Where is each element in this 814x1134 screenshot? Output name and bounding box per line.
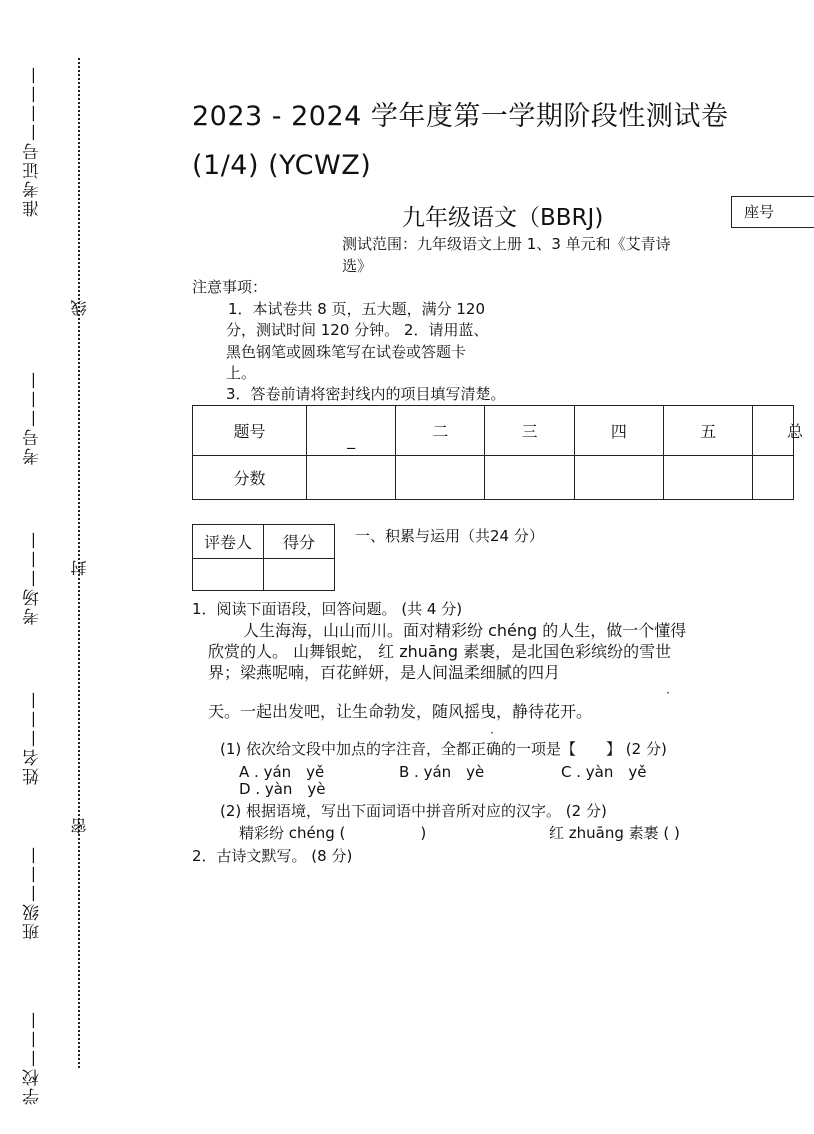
label-school: 学校——— (23, 1010, 43, 1105)
q1-fill-blank-2[interactable]: 红 zhuāng 素裹 ( ) (549, 824, 680, 842)
emphasis-dot: · (490, 726, 494, 740)
q1-option-d[interactable]: D . yàn yè (239, 780, 326, 798)
q1-paragraph-line: 人生海海，山山而川。面对精彩纷 chéng 的人生，做一个懂得 (243, 621, 687, 640)
score-table-col: 四 (574, 406, 663, 456)
label-exam-number-text: 考号 (23, 427, 43, 465)
score-table (192, 405, 804, 500)
score-table-col: 二 (396, 406, 485, 456)
notes-heading: 注意事项： (192, 278, 268, 296)
score-cell[interactable] (396, 456, 485, 500)
seat-label: 座号 (744, 203, 775, 221)
notes-line: 1．本试卷共 8 页，五大题，满分 120 (228, 300, 486, 318)
score-cell[interactable] (485, 456, 574, 500)
label-class-text: 班级 (23, 902, 43, 940)
section1-heading: 一、积累与运用（共24 分） (355, 527, 544, 545)
q1-sub1: (1) 依次给文段中加点的字注音，全都正确的一项是【 】 (2 分) (220, 740, 667, 758)
label-admission-number-text: 准考证号 (23, 141, 43, 217)
score-table-col: 三 (485, 406, 574, 456)
q1-sub2: (2) 根据语境，写出下面词语中拼音所对应的汉字。 (2 分) (220, 802, 607, 820)
grader-table (192, 524, 335, 591)
emphasis-dot: · (666, 686, 670, 700)
seal-word-feng: 封 (70, 560, 89, 576)
score-cell[interactable] (753, 456, 794, 500)
subject-title: 九年级语文（BBRJ) (402, 205, 604, 231)
exam-title-line2: (1/4) (YCWZ) (192, 150, 372, 181)
label-exam-room-text: 考场 (23, 587, 43, 625)
scope-line1: 测试范围：九年级语文上册 1、3 单元和《艾青诗 (342, 235, 671, 253)
notes-line: 上。 (226, 364, 257, 382)
q1-option-b[interactable]: B . yán yè (399, 763, 485, 781)
grade-cell[interactable] (264, 559, 335, 591)
notes-line: 分，测试时间 120 分钟。 2．请用蓝、 (226, 321, 489, 339)
q2-title: 2．古诗文默写。 (8 分) (192, 847, 353, 865)
notes-line: 黑色钢笔或圆珠笔写在试卷或答题卡 (226, 343, 467, 361)
grader-label: 评卷人 (193, 525, 264, 559)
grade-label: 得分 (264, 525, 335, 559)
seal-word-mi: 密 (70, 818, 89, 834)
seal-word-xian: 线 (70, 300, 89, 316)
q1-paragraph-line: 界；梁燕呢喃，百花鲜妍，是人间温柔细腻的四月 (208, 663, 561, 682)
exam-title-line1: 2023 - 2024 学年度第一学期阶段性测试卷 (192, 101, 729, 132)
label-name: 姓名——— (23, 690, 43, 785)
score-table-row-label: 分数 (193, 456, 307, 500)
label-school-text: 学校 (23, 1067, 43, 1105)
q1-option-c[interactable]: C . yàn yě (561, 763, 647, 781)
score-table-col: _ (307, 406, 396, 456)
score-table-col (753, 406, 804, 456)
q1-fill-blank-1[interactable]: 精彩纷 chéng ( ) (239, 824, 427, 842)
q1-title: 1．阅读下面语段，回答问题。 (共 4 分) (192, 600, 463, 618)
q1-paragraph-line: 欣赏的人。 山舞银蛇， 红 zhuāng 素裹，是北国色彩缤纷的雪世 (208, 642, 672, 661)
scope-line2: 选》 (342, 257, 373, 275)
label-exam-room: 考场——— (23, 530, 43, 625)
score-table-row-label: 题号 (193, 406, 307, 456)
q1-paragraph-line: 天。一起出发吧，让生命勃发，随风摇曳，静待花开。 (208, 702, 593, 721)
score-cell[interactable] (574, 456, 663, 500)
score-cell[interactable] (664, 456, 753, 500)
label-name-text: 姓名 (23, 747, 43, 785)
label-class: 班级——— (23, 845, 43, 940)
grader-cell[interactable] (193, 559, 264, 591)
seat-number-box[interactable] (731, 196, 814, 228)
notes-line: 3．答卷前请将密封线内的项目填写清楚。 (226, 385, 506, 403)
q1-option-a[interactable]: A . yán yě (239, 763, 325, 781)
score-cell[interactable] (307, 456, 396, 500)
label-exam-number: 考号——— (23, 370, 43, 465)
score-table-col: 五 (664, 406, 753, 456)
score-table-col-clipped: 总 (787, 422, 804, 441)
label-admission-number: 准考证号———— (23, 65, 43, 217)
